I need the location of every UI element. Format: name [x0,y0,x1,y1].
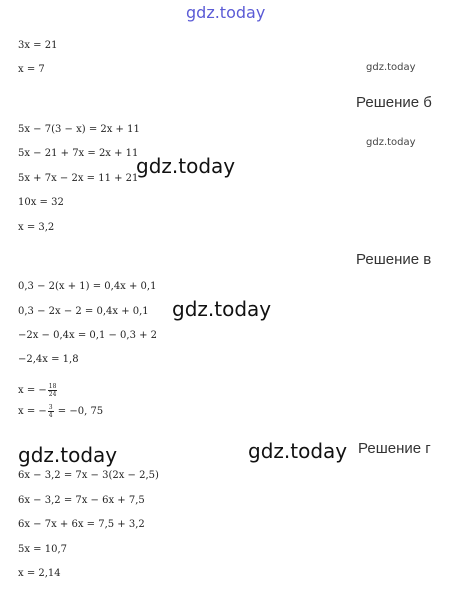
equation-step: 5x − 21 + 7x = 2x + 11 [18,148,139,159]
equation-step: 10x = 32 [18,197,64,208]
fraction-lhs: x = − [18,385,47,396]
equation-step: x = 7 [18,64,45,75]
watermark-small: gdz.today [366,62,416,73]
fraction-rhs: = −0, 75 [57,406,104,417]
heading-solution-v: Решение в [356,251,432,268]
heading-solution-b: Решение б [356,94,432,111]
watermark-large: gdz.today [248,439,348,463]
equation-step: 0,3 − 2(x + 1) = 0,4x + 0,1 [18,281,157,292]
equation-step: 5x + 7x − 2x = 11 + 21 [18,173,139,184]
watermark-large: gdz.today [18,443,118,467]
equation-step: 5x − 7(3 − x) = 2x + 11 [18,124,140,135]
equation-step: x = 3,2 [18,222,55,233]
fraction-lhs: x = − [18,406,47,417]
fraction-equation [18,404,103,419]
top-watermark: gdz.today [186,3,266,22]
watermark-small: gdz.today [366,137,416,148]
watermark-large: gdz.today [136,154,236,178]
equation-step: 3x = 21 [18,40,58,51]
heading-solution-g: Решение г [358,440,431,457]
fraction-denominator: 4 [48,412,53,419]
fraction-numerator: 18 [48,383,57,390]
equation-step: −2,4x = 1,8 [18,354,79,365]
equation-step: 0,3 − 2x − 2 = 0,4x + 0,1 [18,306,149,317]
equation-step: 6x − 3,2 = 7x − 3(2x − 2,5) [18,470,159,481]
equation-step: x = 2,14 [18,568,61,579]
fraction [48,383,58,398]
equation-step: 5x = 10,7 [18,544,68,555]
equation-step: 6x − 3,2 = 7x − 6x + 7,5 [18,495,145,506]
watermark-large: gdz.today [172,297,272,321]
fraction [48,404,54,419]
equation-step: 6x − 7x + 6x = 7,5 + 3,2 [18,519,145,530]
fraction-equation [18,383,58,398]
fraction-denominator: 24 [48,391,57,398]
fraction-numerator: 3 [48,404,53,411]
equation-step: −2x − 0,4x = 0,1 − 0,3 + 2 [18,330,158,341]
